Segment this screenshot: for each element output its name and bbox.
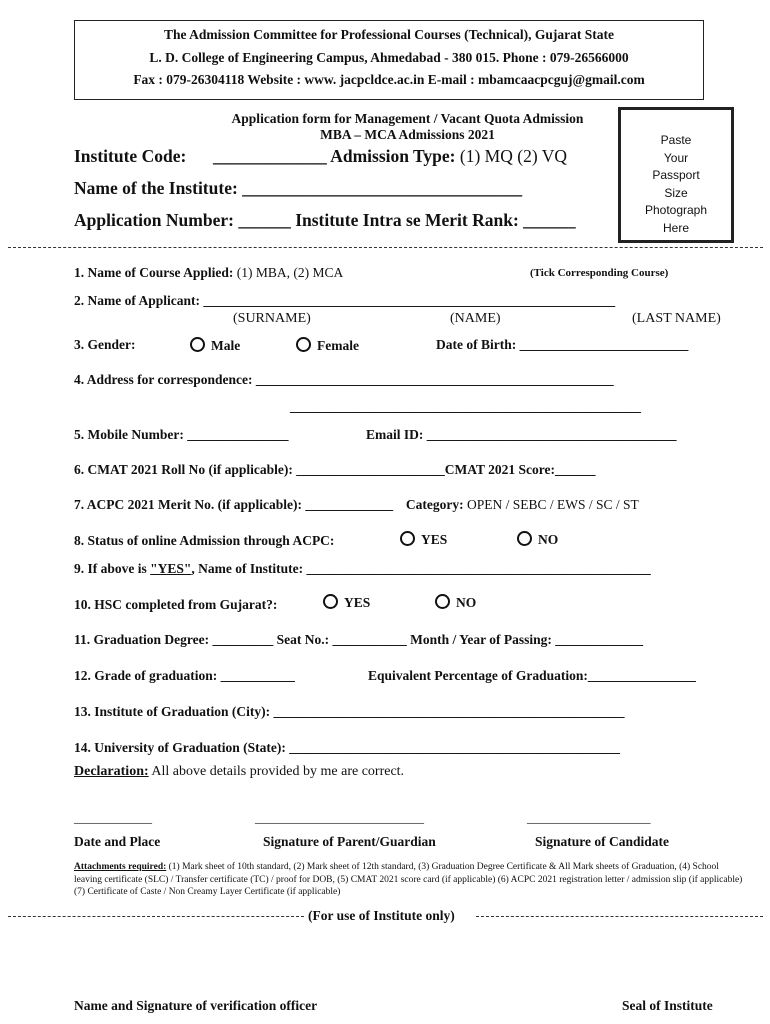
grade-field[interactable]: 12. Grade of graduation: ___________ xyxy=(74,668,295,683)
radio-circle-icon[interactable] xyxy=(190,337,205,352)
header-line-1: The Admission Committee for Professional Courses (Technical), Gujarat State xyxy=(163,27,615,42)
acpc-merit-field[interactable]: 7. ACPC 2021 Merit No. (if applicable): _____________ xyxy=(74,497,394,512)
mobile-field[interactable]: 5. Mobile Number: _______________ xyxy=(74,427,289,442)
date-place-caption: Date and Place xyxy=(74,834,161,849)
applicant-name-field[interactable]: 2. Name of Applicant: _____________________________________________________________ xyxy=(74,293,616,308)
gender-female-option[interactable] xyxy=(296,337,359,354)
q1-label: 1. Name of Course Applied: xyxy=(74,265,234,280)
gender-male-label: Male xyxy=(211,338,241,353)
address-field-line-2[interactable]: ____________________________________________________ xyxy=(290,399,641,414)
category-options[interactable]: OPEN / SEBC / EWS / SC / ST xyxy=(466,497,639,512)
office-use-label: (For use of Institute only) xyxy=(308,908,455,923)
q9-institute-field[interactable]: , Name of Institute: ___________________________________________________ xyxy=(191,561,651,576)
form-title xyxy=(180,111,635,143)
attachments-text: (1) Mark sheet of 10th standard, (2) Mark sheet of 12th standard, (3) Graduation Degree Certificate & All Mark sheets of Graduation, (4) School leaving certificate (SLC) / Transfer certificate (TC) / proof for DOB, (5) CMAT 2021 score card (if applicable) (6) ACPC 2021 registration letter / admission slip (if applicable) (7) Certificate of Caste / Non Creamy Layer Certificate (if applicable) xyxy=(74,862,743,897)
declaration xyxy=(74,764,404,780)
divider-right xyxy=(476,916,763,917)
photo-box-line: Photograph xyxy=(644,203,708,218)
application-number-row xyxy=(74,210,576,231)
admission-type-options[interactable]: (1) MQ (2) VQ xyxy=(459,146,567,166)
graduation-degree-field[interactable]: 11. Graduation Degree: _________ Seat No.: ___________ Month / Year of Passing: _____________ xyxy=(74,632,643,647)
q1-options[interactable]: (1) MBA, (2) MCA xyxy=(236,265,344,280)
verification-officer-caption: Name and Signature of verification officer xyxy=(74,998,318,1013)
graduation-city-field[interactable]: 13. Institute of Graduation (City): ____________________________________________________ xyxy=(74,704,625,719)
admission-type-label: Admission Type: xyxy=(330,146,456,166)
institute-code-label: Institute Code: xyxy=(74,146,187,166)
divider xyxy=(8,247,763,248)
q1-course-row xyxy=(74,265,343,281)
photo-box-line: Size xyxy=(664,185,688,200)
radio-circle-icon[interactable] xyxy=(400,531,415,546)
header-box xyxy=(74,20,704,100)
hsc-yes-option[interactable] xyxy=(323,594,370,611)
form-title-line-2: MBA – MCA Admissions 2021 xyxy=(320,127,495,142)
q7-row xyxy=(74,497,639,513)
form-title-line-1: Application form for Management / Vacant Quota Admission xyxy=(231,111,584,126)
category-label: Category: xyxy=(405,497,464,512)
institute-code-row xyxy=(74,146,567,167)
q10-label: 10. HSC completed from Gujarat?: xyxy=(74,597,278,612)
hsc-no-option[interactable] xyxy=(435,594,476,611)
acpc-yes-option[interactable] xyxy=(400,531,447,548)
gender-female-label: Female xyxy=(317,338,359,353)
seal-caption: Seal of Institute xyxy=(622,998,713,1013)
institute-code-field[interactable]: _____________ xyxy=(213,146,327,166)
q9-row[interactable] xyxy=(74,561,651,577)
attachments-note xyxy=(74,861,746,899)
header-line-2: L. D. College of Engineering Campus, Ahmedabad - 380 015. Phone : 079-26566000 xyxy=(149,49,629,65)
gender-male-option[interactable] xyxy=(190,337,240,354)
header-line-3: Fax : 079-26304118 Website : www. jacpcldce.ac.in E-mail : mbamcaacpcguj@gmail.com xyxy=(133,72,645,87)
date-place-line[interactable]: ____________ xyxy=(74,810,152,825)
declaration-label: Declaration: xyxy=(74,764,149,779)
hsc-no-label: NO xyxy=(456,595,477,610)
address-field[interactable]: 4. Address for correspondence: _____________________________________________________ xyxy=(74,372,614,387)
dob-field[interactable]: Date of Birth: _________________________ xyxy=(436,337,689,352)
declaration-text: All above details provided by me are correct. xyxy=(148,764,405,779)
equivalent-percentage-field[interactable]: Equivalent Percentage of Graduation:________________ xyxy=(368,668,696,683)
name-caption: (NAME) xyxy=(450,311,501,326)
institute-name-field[interactable]: Name of the Institute: ________________________________ xyxy=(74,178,523,198)
divider-left xyxy=(8,916,304,917)
application-number-label: Application Number: xyxy=(74,210,234,230)
email-field[interactable]: Email ID: _____________________________________ xyxy=(366,427,677,442)
candidate-signature-caption: Signature of Candidate xyxy=(535,834,670,849)
cmat-field[interactable]: 6. CMAT 2021 Roll No (if applicable): ______________________CMAT 2021 Score:______ xyxy=(74,462,596,477)
parent-signature-caption: Signature of Parent/Guardian xyxy=(263,834,436,849)
acpc-yes-label: YES xyxy=(421,532,448,547)
q3-gender-label: 3. Gender: xyxy=(74,337,136,352)
q8-label: 8. Status of online Admission through ACPC: xyxy=(74,533,335,548)
candidate-signature-line[interactable]: ___________________ xyxy=(527,810,651,825)
photo-box-line: Your xyxy=(663,150,689,165)
photo-box[interactable] xyxy=(618,107,734,243)
q9-label: 9. If above is xyxy=(74,561,147,576)
lastname-caption: (LAST NAME) xyxy=(632,311,721,326)
acpc-no-label: NO xyxy=(538,532,559,547)
photo-box-line: Passport xyxy=(652,168,700,183)
application-number-field[interactable]: ______ xyxy=(238,210,291,230)
merit-rank-label: Institute Intra se Merit Rank: xyxy=(295,210,519,230)
acpc-no-option[interactable] xyxy=(517,531,558,548)
q1-note: (Tick Corresponding Course) xyxy=(530,267,669,279)
photo-box-line: Here xyxy=(662,220,689,235)
attachments-label: Attachments required: xyxy=(74,862,167,872)
radio-circle-icon[interactable] xyxy=(296,337,311,352)
photo-box-line: Paste xyxy=(660,133,692,147)
merit-rank-field[interactable]: ______ xyxy=(523,210,576,230)
surname-caption: (SURNAME) xyxy=(233,311,311,326)
radio-circle-icon[interactable] xyxy=(323,594,338,609)
q9-yes-word: "YES" xyxy=(150,561,192,576)
graduation-state-field[interactable]: 14. University of Graduation (State): _________________________________________________ xyxy=(74,740,620,755)
radio-circle-icon[interactable] xyxy=(517,531,532,546)
parent-signature-line[interactable]: __________________________ xyxy=(255,810,424,825)
radio-circle-icon[interactable] xyxy=(435,594,450,609)
hsc-yes-label: YES xyxy=(344,595,371,610)
